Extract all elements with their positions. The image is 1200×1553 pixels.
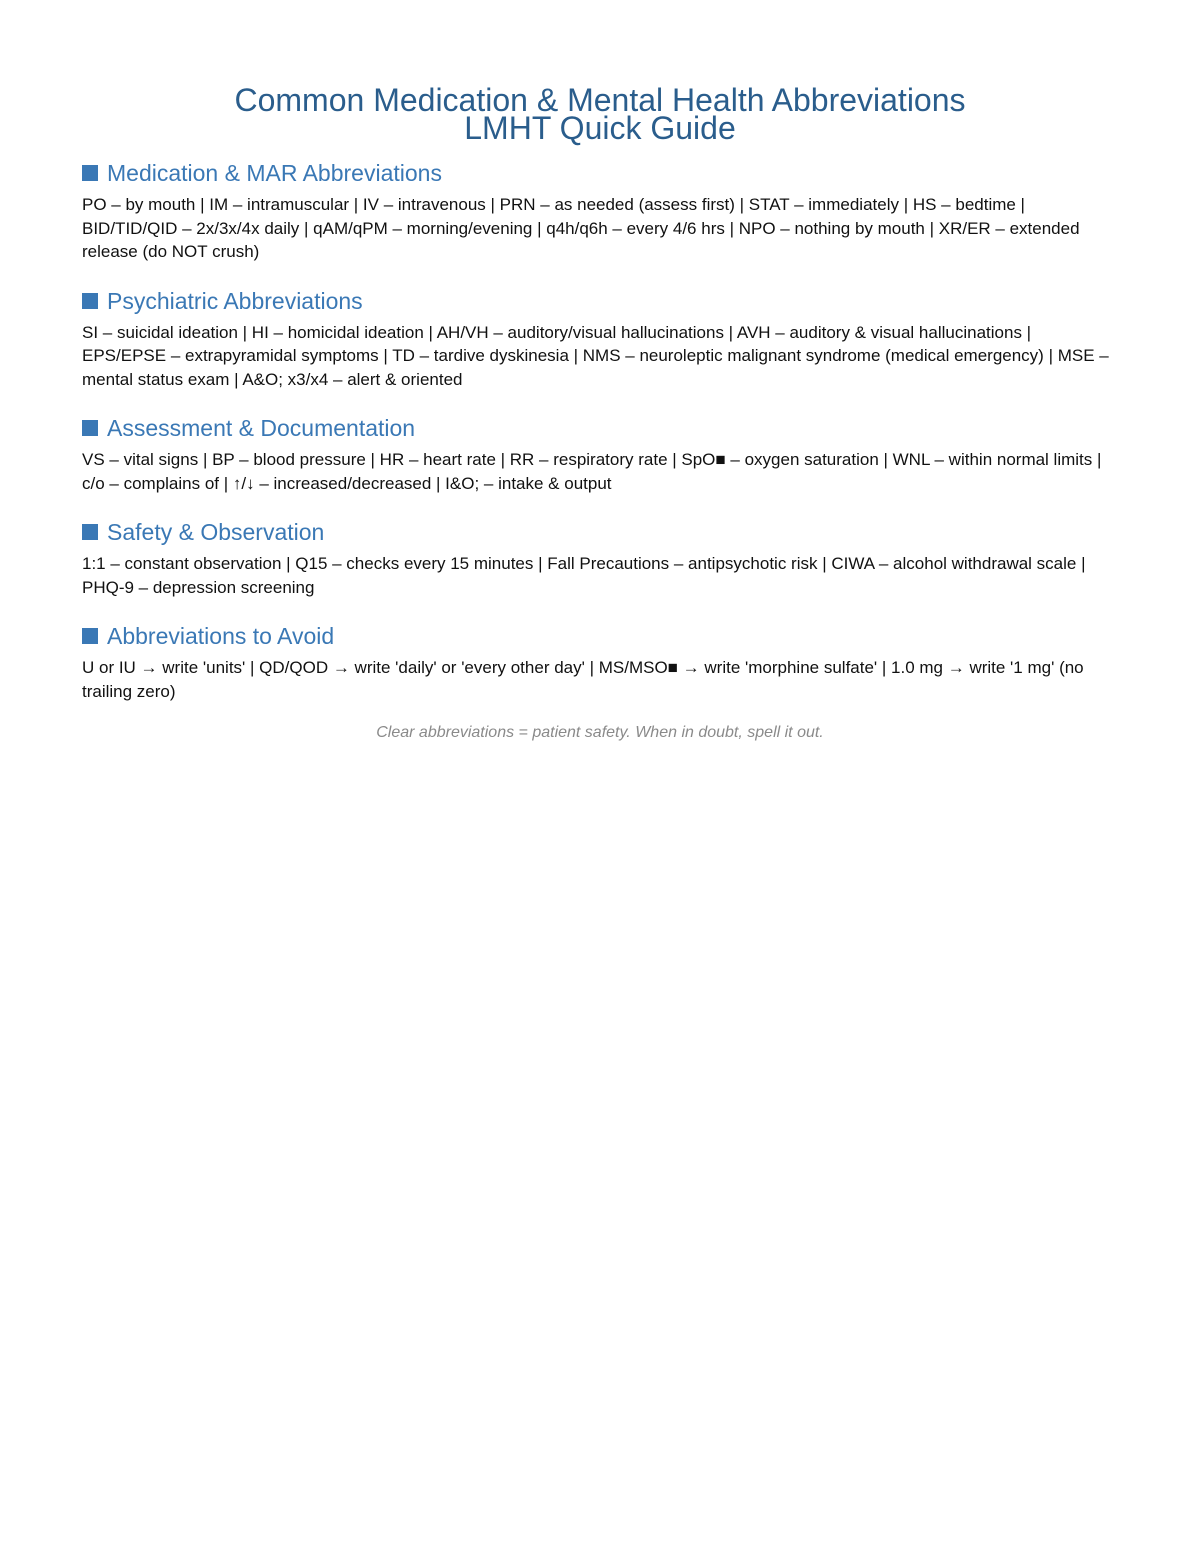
section-body: U or IU → write 'units' | QD/QOD → write 'daily' or 'every other day' | MS/MSO■ → write 'morphine sulfate' | 1.0 mg → write '1 mg' (no trailing zero) <box>82 658 1084 701</box>
section-body: PO – by mouth | IM – intramuscular | IV – intravenous | PRN – as needed (assess first) | STAT – immediately | HS – bedtime | BID/TID/QID – 2x/3x/4x daily | qAM/qPM – morning/evening | q4h/q6h – every 4/6 hrs | NPO – nothing by mouth | XR/ER – extended release (do NOT crush) <box>82 195 1080 261</box>
footer-note: Clear abbreviations = patient safety. When in doubt, spell it out. <box>376 724 824 741</box>
section-heading <box>82 517 1112 547</box>
title-line-sub: LMHT Quick Guide <box>464 110 736 146</box>
square-bullet-icon <box>82 420 98 436</box>
section-medication-mar <box>82 158 1112 264</box>
section-heading <box>82 621 1112 651</box>
square-bullet-icon <box>82 165 98 181</box>
section-assessment-documentation <box>82 413 1112 495</box>
section-heading-text: Psychiatric Abbreviations <box>107 287 363 314</box>
section-abbreviations-to-avoid <box>82 621 1112 703</box>
section-safety-observation <box>82 517 1112 599</box>
section-heading <box>82 286 1112 316</box>
square-bullet-icon <box>82 293 98 309</box>
section-heading-text: Safety & Observation <box>107 519 325 545</box>
title-line-main: Common Medication & Mental Health Abbreviations <box>234 82 966 118</box>
section-heading-text: Assessment & Documentation <box>107 415 416 441</box>
section-heading <box>82 413 1112 443</box>
section-heading-text: Abbreviations to Avoid <box>107 623 335 649</box>
section-psychiatric <box>82 286 1112 392</box>
document-title <box>0 82 1200 146</box>
square-bullet-icon <box>82 628 98 644</box>
square-bullet-icon <box>82 524 98 540</box>
section-heading <box>82 158 1112 188</box>
sections-container <box>82 158 1112 725</box>
section-heading-text: Medication & MAR Abbreviations <box>107 160 442 186</box>
section-body: VS – vital signs | BP – blood pressure | HR – heart rate | RR – respiratory rate | SpO■ – oxygen saturation | WNL – within normal limits | c/o – complains of | ↑/↓ – increased/decreased | I&O; – intake & output <box>82 450 1102 493</box>
section-body: 1:1 – constant observation | Q15 – checks every 15 minutes | Fall Precautions – antipsychotic risk | CIWA – alcohol withdrawal scale | PHQ-9 – depression screening <box>82 554 1086 597</box>
section-body: SI – suicidal ideation | HI – homicidal ideation | AH/VH – auditory/visual hallucinations | AVH – auditory & visual hallucinations | EPS/EPSE – extrapyramidal symptoms | TD – tardive dyskinesia | NMS – neuroleptic malignant syndrome (medical emergency) | MSE – mental status exam | A&O; x3/x4 – alert & oriented <box>82 322 1109 389</box>
